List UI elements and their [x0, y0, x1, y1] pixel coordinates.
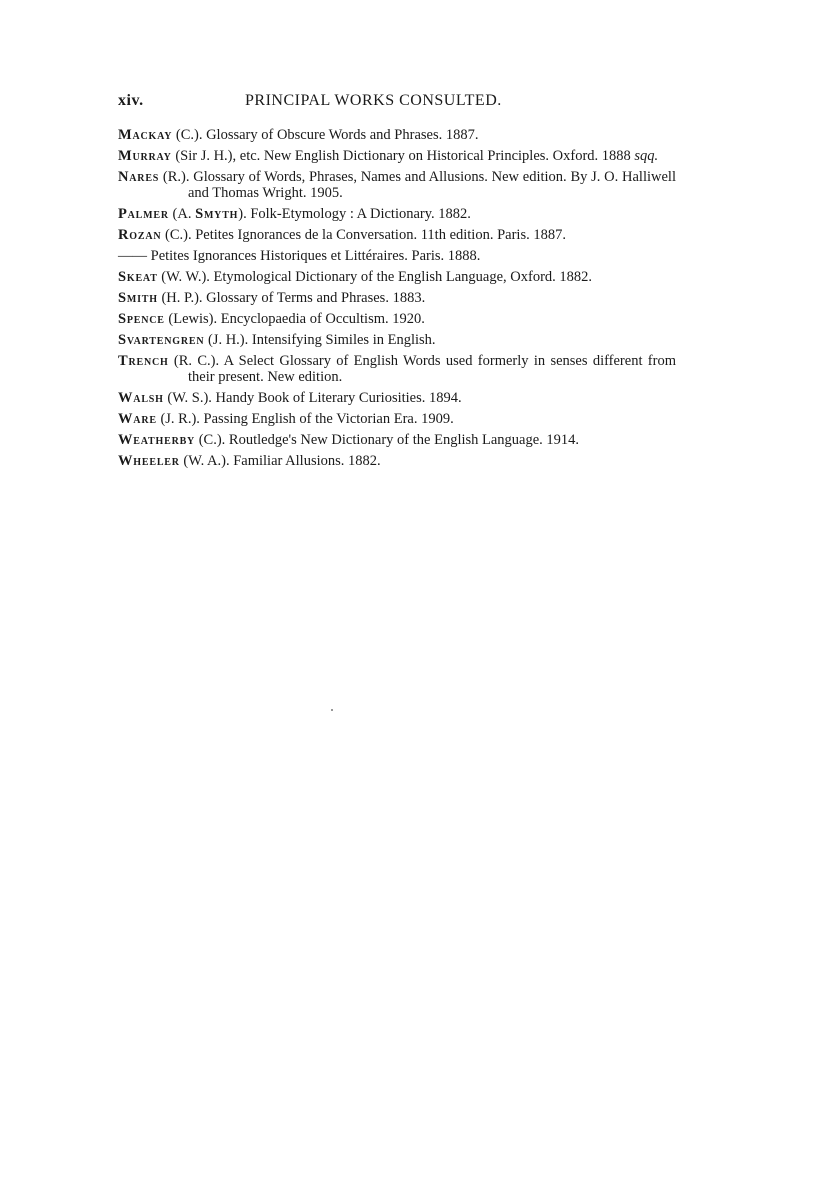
entry-author: Spence	[118, 311, 165, 327]
entry-text: (J. H.). Intensifying Similes in English.	[204, 332, 436, 348]
running-head	[118, 92, 676, 116]
entry-author: Walsh	[118, 390, 164, 406]
bibliography-entry	[118, 248, 676, 264]
bibliography-entry	[118, 432, 676, 448]
entry-text: (A.	[168, 206, 196, 222]
entry-text: (Lewis). Encyclopaedia of Occultism. 1920.	[164, 311, 425, 327]
bibliography-entry	[118, 227, 676, 243]
bibliography-entry	[118, 311, 676, 327]
bibliography-entry	[118, 206, 676, 222]
bibliography-entry	[118, 411, 676, 427]
entry-author: Rozan	[118, 227, 162, 243]
entry-text: (Sir J. H.), etc. New English Dictionary on Historical Principles. Oxford. 1888	[171, 148, 635, 164]
entry-text: (C.). Routledge's New Dictionary of the English Language. 1914.	[195, 432, 580, 448]
bibliography-entry	[118, 169, 676, 201]
bibliography-entry	[118, 290, 676, 306]
entry-text: (J. R.). Passing English of the Victorian Era. 1909.	[156, 411, 454, 427]
entry-author: Skeat	[118, 269, 158, 285]
entry-text: (R.). Glossary of Words, Phrases, Names and Allusions. New edition. By J. O. Halliwell and Thomas Wright. 1905.	[159, 169, 676, 201]
bibliography-entry	[118, 353, 676, 385]
entry-author: Trench	[118, 353, 169, 369]
entry-text: (W. S.). Handy Book of Literary Curiosities. 1894.	[163, 390, 462, 406]
entry-text: —— Petites Ignorances Historiques et Littéraires. Paris. 1888.	[118, 248, 481, 264]
entry-text: (C.). Petites Ignorances de la Conversation. 11th edition. Paris. 1887.	[161, 227, 566, 243]
page-number: xiv.	[118, 92, 144, 109]
bibliography-entry	[118, 453, 676, 469]
entry-author: Svartengren	[118, 332, 205, 348]
entry-author: Murray	[118, 148, 172, 164]
bibliography-entry	[118, 269, 676, 285]
entry-author: Smith	[118, 290, 158, 306]
bibliography-entry	[118, 332, 676, 348]
entry-author: Palmer	[118, 206, 169, 222]
document-page	[118, 92, 676, 474]
entry-author-secondary: Smyth	[195, 206, 239, 222]
page-title: PRINCIPAL WORKS CONSULTED.	[245, 92, 502, 109]
bibliography-entry	[118, 390, 676, 406]
entry-text-secondary: ). Folk-Etymology : A Dictionary. 1882.	[238, 206, 471, 222]
bibliography-entry	[118, 127, 676, 143]
bibliography-list	[118, 127, 676, 469]
bibliography-entry	[118, 148, 676, 164]
entry-text: (R. C.). A Select Glossary of English Words used formerly in senses different from their present. New edition.	[168, 353, 676, 385]
entry-author: Ware	[118, 411, 157, 427]
entry-text: (H. P.). Glossary of Terms and Phrases. 1883.	[157, 290, 426, 306]
entry-author: Wheeler	[118, 453, 180, 469]
entry-italic-text: sqq.	[634, 148, 659, 164]
entry-author: Nares	[118, 169, 160, 185]
print-speck	[331, 709, 333, 711]
entry-text: (W. W.). Etymological Dictionary of the English Language, Oxford. 1882.	[157, 269, 593, 285]
entry-text: (W. A.). Familiar Allusions. 1882.	[179, 453, 381, 469]
entry-author: Weatherby	[118, 432, 196, 448]
entry-author: Mackay	[118, 127, 173, 143]
entry-text: (C.). Glossary of Obscure Words and Phrases. 1887.	[172, 127, 479, 143]
